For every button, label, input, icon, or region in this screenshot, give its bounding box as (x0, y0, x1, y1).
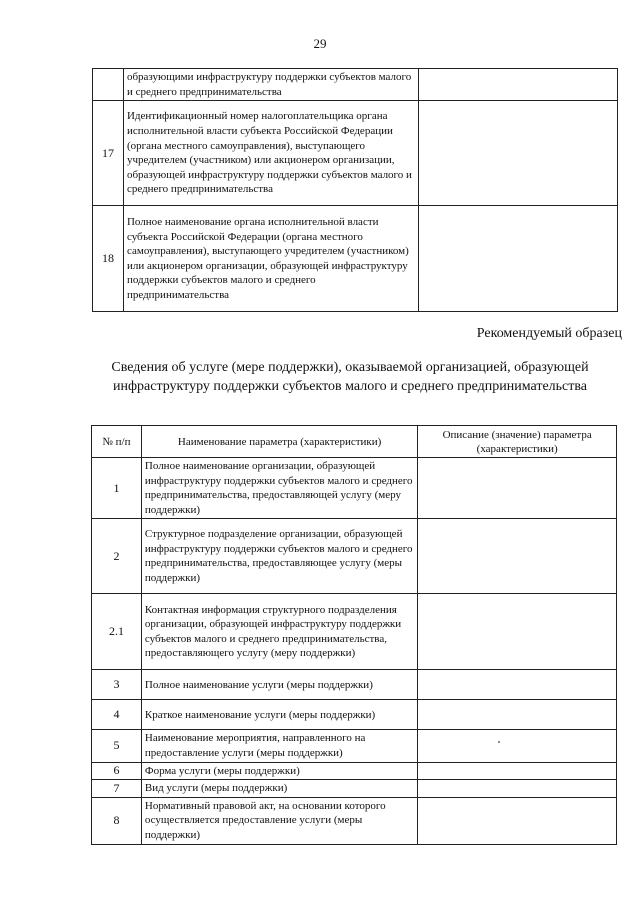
scan-speck (498, 741, 500, 743)
parameter-name: Полное наименование организации, образующей инфраструктуру поддержки субъектов малого и среднего предпринимательства, предоставляющей услугу (меру поддержки) (141, 458, 417, 519)
recommended-sample-label: Рекомендуемый образец (476, 326, 622, 341)
row-number: 6 (92, 762, 142, 780)
row-number: 2 (92, 519, 142, 594)
row-number: 7 (92, 780, 142, 798)
parameter-value (418, 780, 617, 798)
parameter-value (418, 594, 617, 670)
table-row (92, 458, 617, 519)
parameter-name: Структурное подразделение организации, образующей инфраструктуру поддержки субъектов малого и среднего предпринимательства, предоставляющее услугу (меры поддержки) (141, 519, 417, 594)
table-row (92, 700, 617, 730)
table-row (92, 797, 617, 844)
row-number: 4 (92, 700, 142, 730)
parameter-name: Контактная информация структурного подразделения организации, образующей инфраструктуру поддержки субъектов малого и среднего предпринимательства, предоставляющего услугу (меру поддержки) (141, 594, 417, 670)
parameter-value (419, 101, 618, 206)
parameter-value (418, 519, 617, 594)
header-parameter-value: Описание (значение) параметра (характеристики) (418, 426, 617, 458)
parameter-value (418, 670, 617, 700)
row-number: 1 (92, 458, 142, 519)
table-row (92, 594, 617, 670)
parameter-value (418, 762, 617, 780)
parameter-name: Наименование мероприятия, направленного на предоставление услуги (меры поддержки) (141, 730, 417, 762)
table-row (92, 780, 617, 798)
row-number (93, 69, 124, 101)
parameter-value (418, 458, 617, 519)
row-number: 18 (93, 206, 124, 312)
table-header-row (92, 426, 617, 458)
parameter-value (418, 700, 617, 730)
table-row (92, 762, 617, 780)
header-number: № п/п (92, 426, 142, 458)
document-title: Сведения об услуге (мере поддержки), оказываемой организацией, образующей инфраструктуру поддержки субъектов малого и среднего предпринимательства (111, 360, 589, 394)
parameter-value (418, 730, 617, 762)
table-row (92, 670, 617, 700)
table-row (93, 206, 618, 312)
row-number: 17 (93, 101, 124, 206)
parameter-name: Идентификационный номер налогоплательщика органа исполнительной власти субъекта Российской Федерации (органа местного самоуправления), выступающего учредителем (участником) или акционером организации, образующей инфраструктуру поддержки субъектов малого и среднего предпринимательства (123, 101, 419, 206)
table-row (93, 101, 618, 206)
service-info-table (91, 425, 617, 845)
row-number: 2.1 (92, 594, 142, 670)
parameter-name: Вид услуги (меры поддержки) (141, 780, 417, 798)
table-row (93, 69, 618, 101)
continued-table (92, 68, 618, 312)
parameter-name: Полное наименование услуги (меры поддержки) (141, 670, 417, 700)
table-row (92, 519, 617, 594)
parameter-name: образующими инфраструктуру поддержки субъектов малого и среднего предпринимательства (123, 69, 419, 101)
row-number: 3 (92, 670, 142, 700)
parameter-name: Форма услуги (меры поддержки) (141, 762, 417, 780)
parameter-value (418, 797, 617, 844)
row-number: 8 (92, 797, 142, 844)
parameter-name: Краткое наименование услуги (меры поддержки) (141, 700, 417, 730)
parameter-name: Полное наименование органа исполнительной власти субъекта Российской Федерации (органа местного самоуправления), выступающего учредителем (участником) или акционером организации, образующей инфраструктуру поддержки субъектов малого и среднего предпринимательства (123, 206, 419, 312)
page-number: 29 (313, 36, 327, 51)
parameter-value (419, 206, 618, 312)
parameter-name: Нормативный правовой акт, на основании которого осуществляется предоставление услуги (меры поддержки) (141, 797, 417, 844)
row-number: 5 (92, 730, 142, 762)
table-row (92, 730, 617, 762)
header-parameter-name: Наименование параметра (характеристики) (141, 426, 417, 458)
parameter-value (419, 69, 618, 101)
